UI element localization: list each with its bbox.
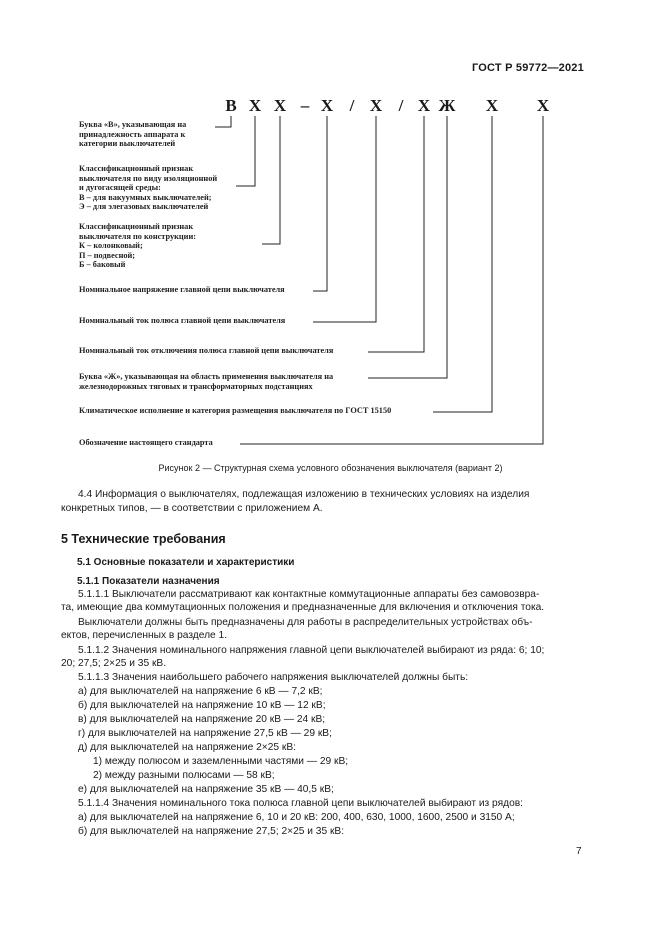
body-line: та, имеющие два коммутационных положения и предназначенные для включения и отключения тока. (61, 602, 545, 613)
body-line: а) для выключателей на напряжение 6, 10 и 20 кВ: 200, 400, 630, 1000, 1600, 2500 и 3150 А; (78, 812, 515, 823)
designation-code-row (225, 96, 550, 115)
body-line: г) для выключателей на напряжение 27,5 кВ — 29 кВ; (78, 728, 332, 739)
code-char-3: – (300, 96, 310, 115)
leader-line-4 (313, 116, 327, 291)
leader-lines (215, 116, 543, 444)
code-char-5: / (349, 96, 355, 115)
leader-line-3 (262, 116, 280, 244)
code-char-9: Ж (438, 96, 456, 115)
code-char-11: Х (536, 96, 550, 115)
code-char-7: / (398, 96, 404, 115)
code-char-8: Х (417, 96, 431, 115)
designation-label-line: К – колонковый; (79, 241, 143, 251)
designation-label-line: П – подвесной; (79, 250, 136, 260)
figure-caption: Рисунок 2 — Структурная схема условного обозначения выключателя (вариант 2) (158, 463, 503, 473)
designation-label-line: Климатическое исполнение и категория размещения выключателя по ГОСТ 15150 (79, 406, 392, 415)
code-char-10: Х (485, 96, 499, 115)
designation-label-line: категории выключателей (79, 139, 176, 149)
designation-label-line: принадлежность аппарата к (79, 129, 186, 139)
designation-label-line: Классификационный признак (79, 222, 194, 231)
designation-label-line: Буква «Ж», указывающая на область применения выключателя на (79, 372, 334, 381)
designation-label-line: Б – баковый (79, 260, 126, 270)
designation-label-line: Классификационный признак (79, 164, 194, 173)
designation-label-line: железнодорожных тяговых и трансформаторных подстанциях (79, 381, 313, 391)
leader-line-2 (236, 116, 255, 186)
body-line: Выключатели должны быть предназначены для работы в распределительных устройствах объ- (78, 617, 533, 628)
page-number: 7 (576, 846, 582, 857)
designation-label-line: В – для вакуумных выключателей; (79, 192, 212, 202)
code-char-0: В (225, 96, 237, 115)
designation-label-5 (79, 316, 285, 326)
code-char-6: Х (369, 96, 383, 115)
designation-label-line: и дугогасящей среды: (79, 183, 161, 193)
body-line: 5.1.1.4 Значения номинального тока полюса главной цепи выключателей выбирают из рядов: (78, 798, 523, 809)
designation-label-line: Э – для элегазовых выключателей (79, 202, 209, 212)
designation-label-line: Обозначение настоящего стандарта (79, 438, 213, 447)
code-char-4: Х (320, 96, 334, 115)
designation-label-1 (79, 120, 186, 149)
designation-label-8 (79, 406, 391, 416)
leader-line-1 (215, 116, 231, 127)
leader-line-9 (240, 116, 543, 444)
body-line: б) для выключателей на напряжение 10 кВ — 12 кВ; (78, 700, 326, 711)
body-line: 5.1.1.1 Выключатели рассматривают как контактные коммутационные аппараты без самовозвра- (78, 589, 540, 600)
body-line: ектов, перечисленных в разделе 1. (61, 630, 228, 641)
body-line: б) для выключателей на напряжение 27,5; 2×25 и 35 кВ: (78, 826, 345, 837)
section-5-1-title: 5.1 Основные показатели и характеристики (77, 557, 295, 568)
body-line: в) для выключателей на напряжение 20 кВ — 24 кВ; (78, 714, 326, 725)
designation-label-4 (79, 285, 285, 295)
code-char-2: Х (273, 96, 287, 115)
paragraph-4-4-line-1: 4.4 Информация о выключателях, подлежащая изложению в технических условиях на изделия (78, 489, 530, 500)
designation-label-line: Номинальный ток отключения полюса главной цепи выключателя (79, 346, 334, 355)
code-char-1: Х (248, 96, 262, 115)
body-line: 2) между разными полюсами — 58 кВ; (93, 770, 275, 781)
body-line: 5.1.1.3 Значения наибольшего рабочего напряжения выключателей должны быть: (78, 672, 469, 683)
designation-label-6 (79, 346, 333, 356)
leader-line-8 (433, 116, 492, 412)
body-line: е) для выключателей на напряжение 35 кВ — 40,5 кВ; (78, 784, 334, 795)
designation-label-line: Буква «В», указывающая на (79, 120, 187, 129)
body-line: 20; 27,5; 2×25 и 35 кВ. (61, 658, 167, 669)
section-5-title: 5 Технические требования (61, 532, 226, 546)
designation-label-2 (79, 164, 217, 212)
designation-label-3 (79, 222, 196, 270)
designation-label-7 (79, 372, 333, 391)
leader-line-7 (368, 116, 447, 378)
section-5-1-1-title: 5.1.1 Показатели назначения (77, 576, 220, 587)
designation-label-9 (79, 438, 213, 448)
body-line: д) для выключателей на напряжение 2×25 кВ: (78, 742, 296, 753)
designation-label-line: Номинальное напряжение главной цепи выключателя (79, 285, 285, 294)
designation-label-line: выключателя по конструкции: (79, 231, 197, 241)
body-line: 1) между полюсом и заземленными частями — 29 кВ; (93, 756, 349, 767)
document-number-header: ГОСТ Р 59772—2021 (472, 62, 584, 74)
body-line: 5.1.1.2 Значения номинального напряжения главной цепи выключателей выбирают из ряда: 6; 10; (78, 645, 545, 656)
body-line: а) для выключателей на напряжение 6 кВ — 7,2 кВ; (78, 686, 323, 697)
designation-label-line: выключателя по виду изоляционной (79, 173, 218, 183)
paragraph-4-4-line-2: конкретных типов, — в соответствии с приложением А. (61, 503, 323, 514)
designation-label-line: Номинальный ток полюса главной цепи выключателя (79, 316, 286, 325)
